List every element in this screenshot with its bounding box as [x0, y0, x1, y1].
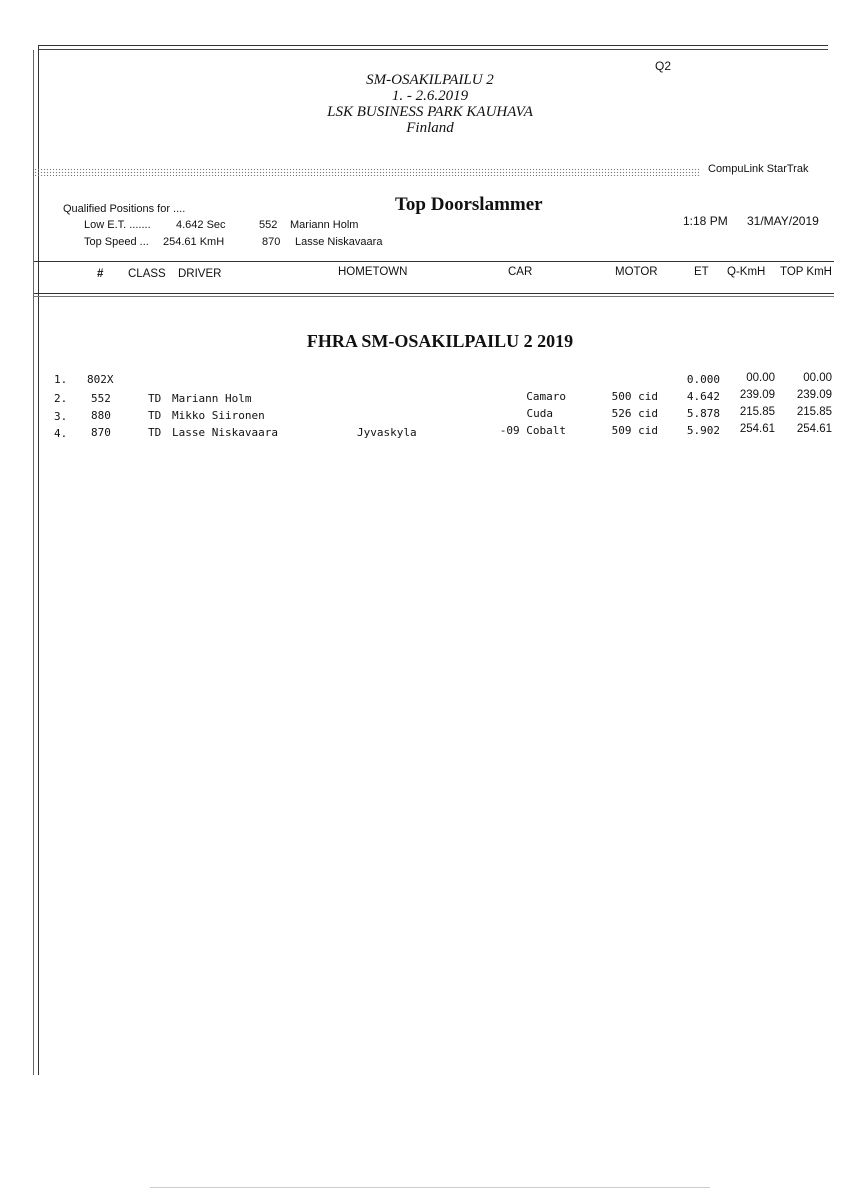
report-time: 1:18 PM — [683, 214, 728, 228]
row-pos: 4. — [54, 427, 68, 440]
row-num: 870 — [91, 426, 111, 439]
class-title: Top Doorslammer — [395, 194, 543, 215]
row-car: -09 Cobalt — [499, 424, 566, 437]
bottom-edge-line — [150, 1187, 710, 1188]
col-qkmh: Q-KmH — [727, 266, 766, 278]
section-title: FHRA SM-OSAKILPAILU 2 2019 — [306, 331, 574, 351]
row-topkmh: 254.61 — [796, 423, 832, 435]
low-et-driver: Mariann Holm — [290, 219, 359, 231]
low-et-car: 552 — [259, 219, 278, 231]
row-num: 552 — [91, 392, 111, 405]
page-code: Q2 — [655, 59, 672, 73]
row-topkmh: 239.09 — [796, 389, 832, 401]
row-pos: 2. — [54, 392, 68, 405]
row-driver: Mariann Holm — [172, 392, 252, 405]
row-qkmh: 254.61 — [739, 423, 775, 435]
frame-top-line — [38, 45, 828, 46]
col-car: CAR — [508, 266, 533, 278]
report-date: 31/MAY/2019 — [747, 214, 819, 228]
row-num: 802X — [87, 373, 114, 386]
row-motor: 509 cid — [611, 424, 658, 437]
header-rule-bottom — [34, 293, 834, 294]
frame-top-line-inner — [38, 49, 828, 50]
event-dates: 1. - 2.6.2019 — [391, 88, 469, 104]
low-et-label: Low E.T. ....... — [84, 219, 151, 231]
row-et: 4.642 — [686, 390, 720, 403]
frame-left-line — [38, 45, 39, 1075]
row-driver: Lasse Niskavaara — [172, 426, 278, 439]
event-title: SM-OSAKILPAILU 2 — [366, 72, 494, 88]
row-qkmh: 00.00 — [746, 372, 775, 384]
row-class: TD — [148, 409, 162, 422]
row-et: 5.878 — [686, 407, 720, 420]
event-venue: LSK BUSINESS PARK KAUHAVA — [327, 104, 533, 120]
low-et-value: 4.642 Sec — [176, 219, 226, 231]
row-topkmh: 215.85 — [796, 406, 832, 418]
top-speed-label: Top Speed ... — [84, 236, 149, 248]
col-topkmh: TOP KmH — [780, 266, 832, 278]
row-topkmh: 00.00 — [803, 372, 832, 384]
header-rule-bottom-2 — [34, 296, 834, 297]
row-et: 5.902 — [686, 424, 720, 437]
frame-left-line-outer — [33, 50, 34, 1075]
row-driver: Mikko Siironen — [172, 409, 265, 422]
system-name: CompuLink StarTrak — [708, 163, 809, 175]
col-et: ET — [694, 266, 709, 278]
row-class: TD — [148, 426, 162, 439]
row-motor: 526 cid — [611, 407, 658, 420]
dotted-separator — [34, 168, 700, 176]
row-num: 880 — [91, 409, 111, 422]
header-rule-top — [34, 261, 834, 262]
row-motor: 500 cid — [611, 390, 658, 403]
top-speed-car: 870 — [262, 236, 281, 248]
row-qkmh: 215.85 — [739, 406, 775, 418]
row-qkmh: 239.09 — [739, 389, 775, 401]
top-speed-value: 254.61 KmH — [163, 236, 225, 248]
row-pos: 1. — [54, 373, 68, 386]
row-car: Cuda — [526, 407, 553, 420]
row-hometown: Jyvaskyla — [357, 426, 417, 439]
top-speed-driver: Lasse Niskavaara — [295, 236, 383, 248]
col-driver: DRIVER — [178, 268, 222, 280]
event-header — [280, 72, 580, 136]
col-class: CLASS — [128, 268, 166, 280]
qualified-label: Qualified Positions for .... — [63, 203, 186, 215]
col-num: # — [97, 268, 104, 280]
row-pos: 3. — [54, 410, 68, 423]
row-et: 0.000 — [686, 373, 720, 386]
row-class: TD — [148, 392, 162, 405]
col-motor: MOTOR — [615, 266, 658, 278]
col-hometown: HOMETOWN — [338, 266, 408, 278]
row-car: Camaro — [526, 390, 566, 403]
event-country: Finland — [406, 120, 454, 136]
